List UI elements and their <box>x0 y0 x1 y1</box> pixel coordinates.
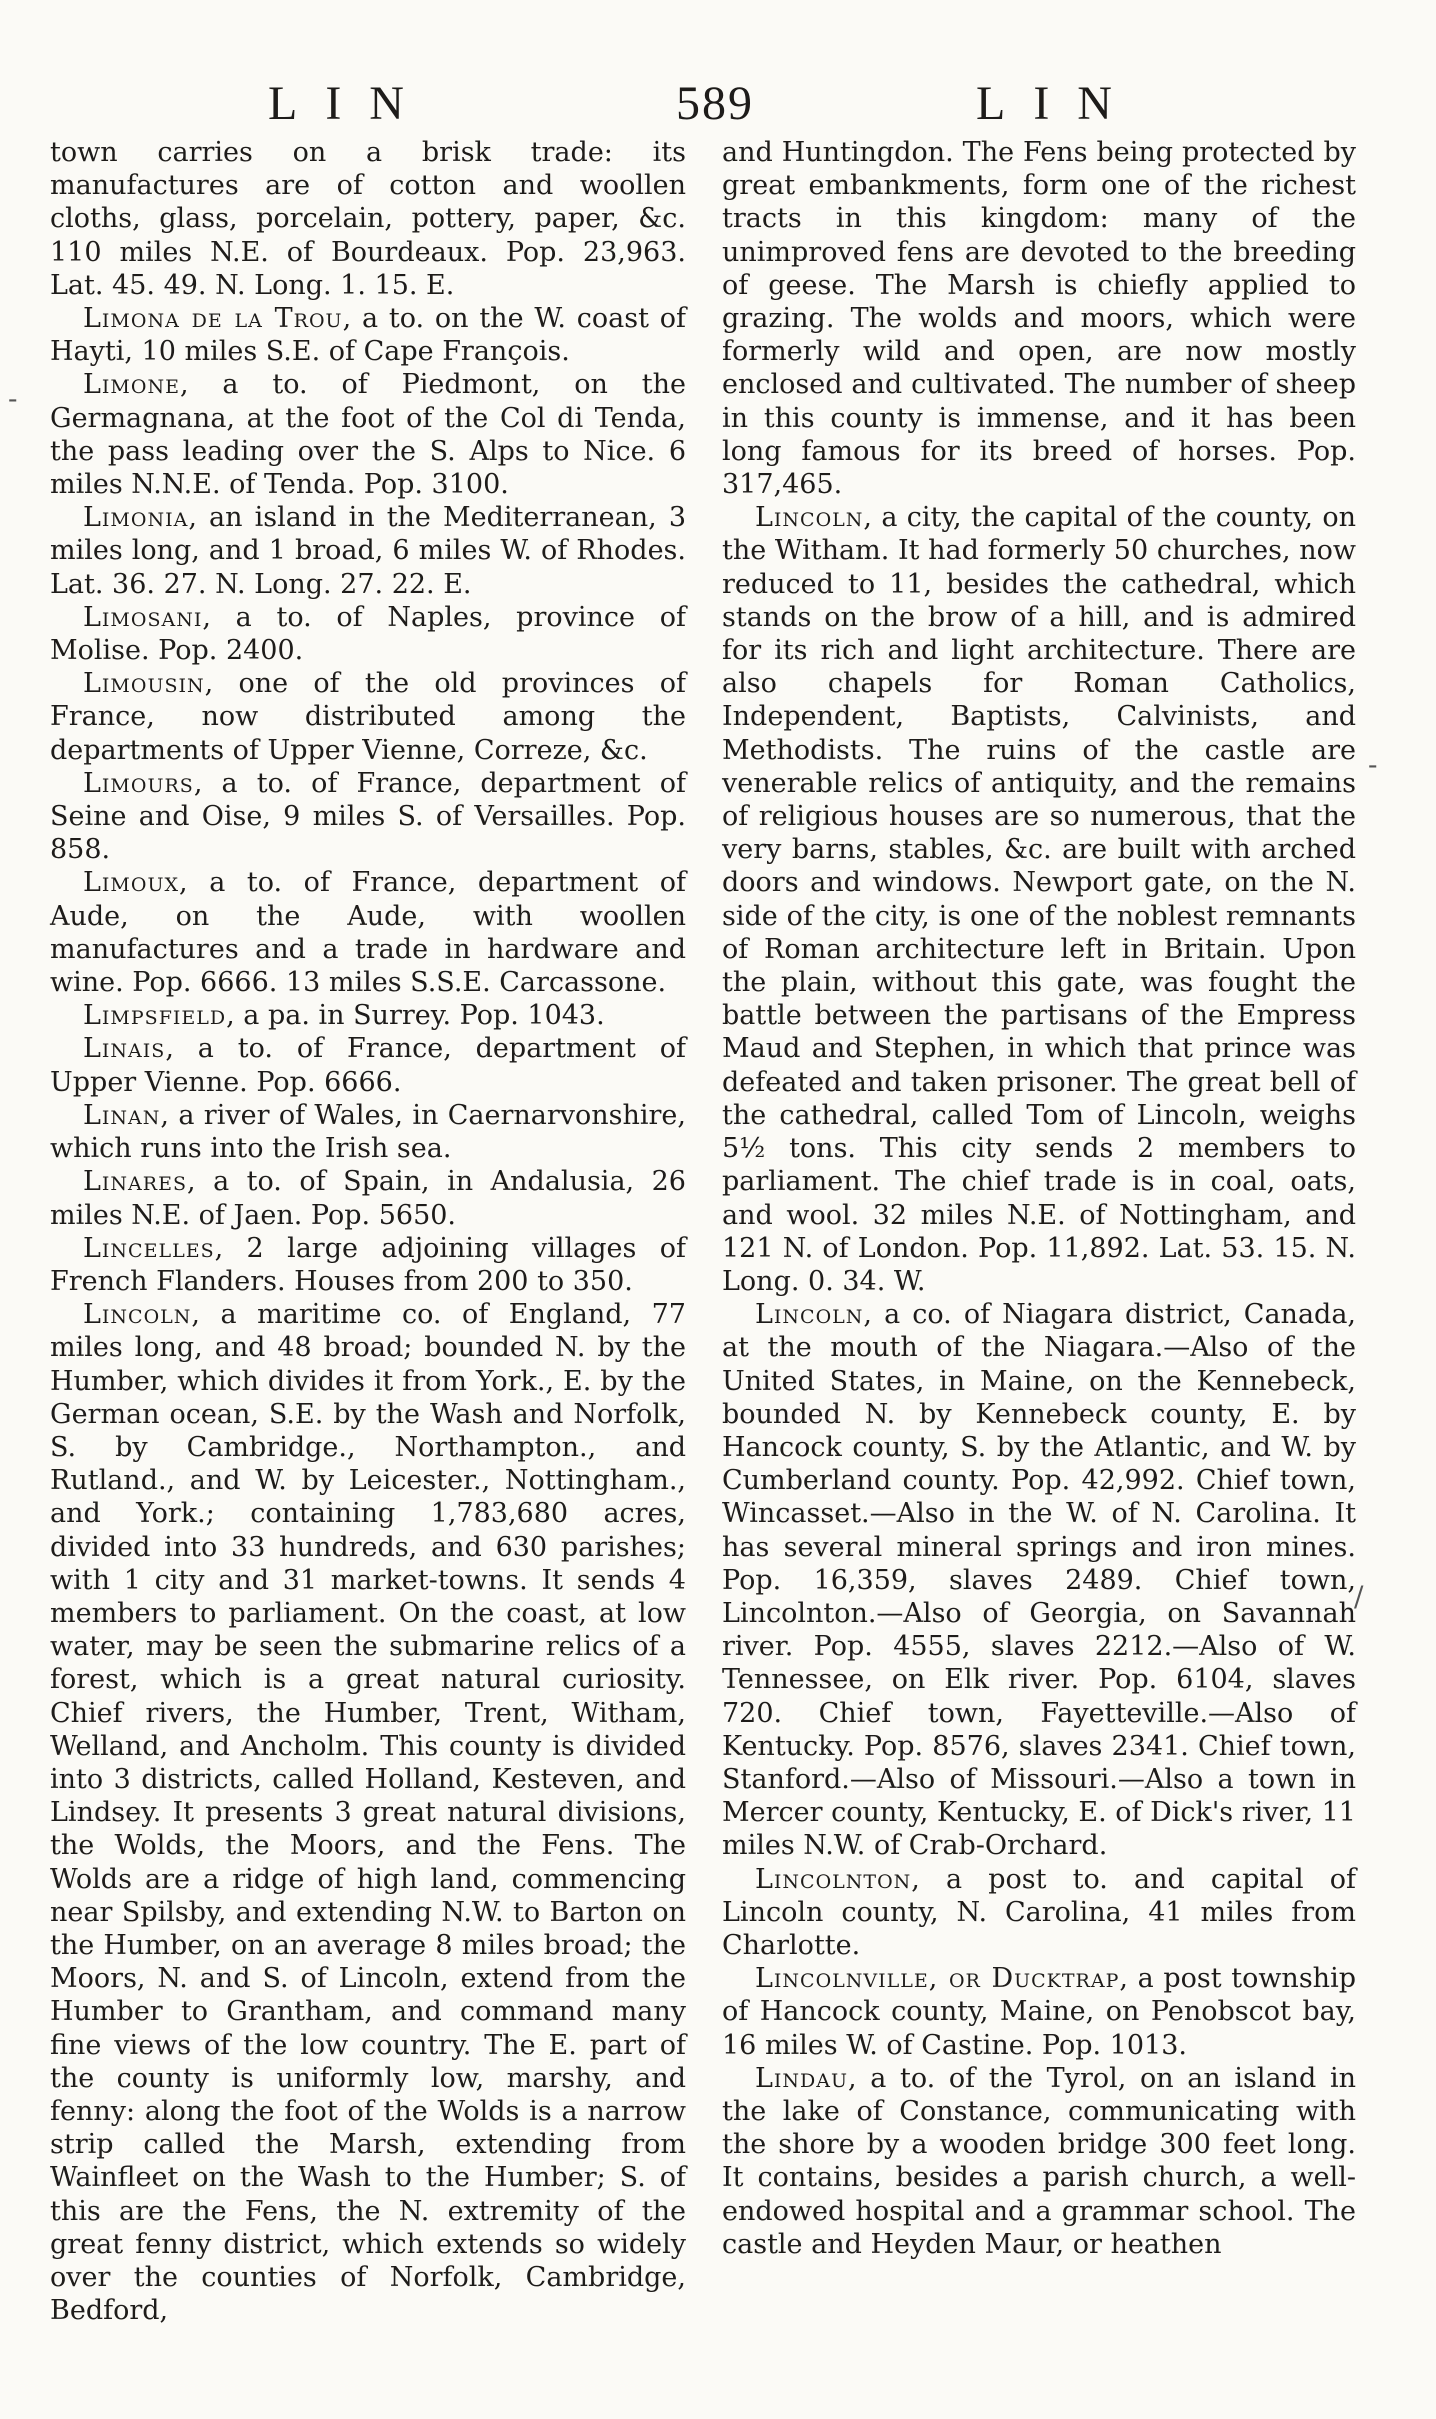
entry-text: , a to. on the W. coast of Hayti, 10 miles S.E. of Cape François. <box>50 303 686 368</box>
entry-linan <box>50 1099 686 1165</box>
entry-limone <box>50 368 686 501</box>
entry-text: , a to. of France, department of Aude, on the Aude, with woollen manufactures and a trade in hardware and wine. Pop. 6666. 13 miles S.S.E. Carcassone. <box>50 867 686 999</box>
entry-text: , a post to. and capital of Lincoln county, N. Carolina, 41 miles from Charlotte. <box>722 1863 1356 1961</box>
entry-name: Linais <box>83 1033 166 1065</box>
page-number: 589 <box>676 77 754 130</box>
entry-text: , a to. of Naples, province of Molise. Pop. 2400. <box>50 601 686 667</box>
right-column <box>722 136 1356 2261</box>
entry-name: Lincolnton <box>755 1863 912 1895</box>
entry-name: Lincolnville, or Ducktrap <box>755 1963 1120 1995</box>
entry-limours <box>50 767 686 867</box>
entry-name: Limonia <box>83 502 189 534</box>
entry-name: Limona de la Trou <box>83 303 343 335</box>
left-column <box>50 136 686 2327</box>
page-header <box>0 76 1436 132</box>
entry-continuation <box>50 136 686 302</box>
entry-limpsfield <box>50 999 686 1032</box>
entry-text: , a to. of France, department of Upper Vienne. Pop. 6666. <box>50 1033 686 1098</box>
entry-limosani <box>50 601 686 667</box>
entry-text: , a river of Wales, in Caernarvonshire, which runs into the Irish sea. <box>50 1099 686 1165</box>
entry-limoux <box>50 866 686 999</box>
entry-text: , 2 large adjoining villages of French Flanders. Houses from 200 to 350. <box>50 1232 686 1297</box>
entry-text: , a post township of Hancock county, Maine, on Penobscot bay, 16 miles W. of Castine. Pop. 1013. <box>722 1963 1356 2061</box>
entry-name: Limone <box>83 369 180 401</box>
entry-text: , a city, the capital of the county, on the Witham. It had formerly 50 churches, now reduced to 11, besides the cathedral, which stands on the brow of a hill, and is admired for its rich and light architecture. There are also chapels for Roman Catholics, Independent, Baptists, Calvinists, and Methodists. The ruins of the castle are venerable relics of antiquity, and the remains of religious houses are so numerous, that the very barns, stables, &c. are built with arched doors and windows. Newport gate, on the N. side of the city, is one of the noblest remnants of Roman architecture left in Britain. Upon the plain, without this gate, was fought the battle between the partisans of the Empress Maud and Stephen, in which that prince was defeated and taken prisoner. The great bell of the cathedral, called Tom of Lincoln, weighs 5½ tons. This city sends 2 members to parliament. The chief trade is in coal, oats, and wool. 32 miles N.E. of Nottingham, and 121 N. of London. Pop. 11,892. Lat. 53. 15. N. Long. 0. 34. W. <box>722 502 1356 1297</box>
entry-text: , an island in the Mediterranean, 3 miles long, and 1 broad, 6 miles W. of Rhodes. Lat. 36. 27. N. Long. 27. 22. E. <box>50 502 686 600</box>
entry-name: Limpsfield <box>83 1000 227 1032</box>
entry-lincoln-city <box>722 501 1356 1298</box>
entry-limonia <box>50 501 686 601</box>
entry-text: , a to. of Spain, in Andalusia, 26 miles N.E. of Jaen. Pop. 5650. <box>50 1166 686 1231</box>
header-right: LIN <box>976 77 1140 130</box>
entry-name: Lincoln <box>83 1299 192 1331</box>
entry-text: , a maritime co. of England, 77 miles long, and 48 broad; bounded N. by the Humber, which divides it from York., E. by the German ocean, S.E. by the Wash and Norfolk, S. by Cambridge., Northampton., and Rutland., and W. by Leicester., Nottingham., and York.; containing 1,783,680 acres, divided into 33 hundreds, and 630 parishes; with 1 city and 31 market-towns. It sends 4 members to parliament. On the coast, at low water, may be seen the submarine relics of a forest, which is a great natural curiosity. Chief rivers, the Humber, Trent, Witham, Welland, and Ancholm. This county is divided into 3 districts, called Holland, Kesteven, and Lindsey. It presents 3 great natural divisions, the Wolds, the Moors, and the Fens. The Wolds are a ridge of high land, commencing near Spilsby, and extending N.W. to Barton on the Humber, on an average 8 miles broad; the Moors, N. and S. of Lincoln, extend from the Humber to Grantham, and command many fine views of the low country. The E. part of the county is uniformly low, marshy, and fenny: along the foot of the Wolds is a narrow strip called the Marsh, extending from Wainfleet on the Wash to the Humber; S. of this are the Fens, the N. extremity of the great fenny district, which extends so widely over the counties of Norfolk, Cambridge, Bedford, <box>50 1299 686 2327</box>
header-left: LIN <box>268 77 432 130</box>
entry-text: , a co. of Niagara district, Canada, at the mouth of the Niagara.—Also of the United States, in Maine, on the Kennebeck, bounded N. by Kennebeck county, E. by Hancock county, S. by the Atlantic, and W. by Cumberland county. Pop. 42,992. Chief town, Wincasset.—Also in the W. of N. Carolina. It has several mineral springs and iron mines. Pop. 16,359, slaves 2489. Chief town, Lincolnton.—Also of Georgia, on Savannah river. Pop. 4555, slaves 2212.—Also of W. Tennessee, on Elk river. Pop. 6104, slaves 720. Chief town, Fayetteville.—Also of Kentucky. Pop. 8576, slaves 2341. Chief town, Stanford.—Also of Missouri.—Also a town in Mercer county, Kentucky, E. of Dick's river, 11 miles N.W. of Crab-Orchard. <box>722 1299 1356 1862</box>
entry-name: Limoux <box>83 867 180 899</box>
margin-mark: - <box>8 382 18 415</box>
entry-name: Limosani <box>83 601 203 633</box>
entry-name: Lindau <box>755 2062 849 2094</box>
entry-limousin <box>50 667 686 767</box>
entry-lincoln-county <box>50 1298 686 2327</box>
entry-lincoln-other <box>722 1298 1356 1862</box>
margin-mark: / <box>1354 1580 1364 1613</box>
entry-name: Limours <box>83 767 194 799</box>
entry-continuation <box>722 136 1356 501</box>
margin-mark: - <box>1368 748 1378 781</box>
entry-text: , a pa. in Surrey. Pop. 1043. <box>226 1000 605 1032</box>
entry-text: town carries on a brisk trade: its manufactures are of cotton and woollen cloths, glass, porcelain, pottery, paper, &c. 110 miles N.E. of Bourdeaux. Pop. 23,963. Lat. 45. 49. N. Long. 1. 15. E. <box>50 137 686 301</box>
entry-text: and Huntingdon. The Fens being protected by great embankments, form one of the richest tracts in this kingdom: many of the unimproved fens are devoted to the breeding of geese. The Marsh is chiefly applied to grazing. The wolds and moors, which were formerly wild and open, are now mostly enclosed and cultivated. The number of sheep in this county is immense, and it has been long famous for its breed of horses. Pop. 317,465. <box>722 137 1356 501</box>
entry-lincolnton <box>722 1863 1356 1963</box>
entry-text: , a to. of the Tyrol, on an island in the lake of Constance, communicating with the shore by a wooden bridge 300 feet long. It contains, besides a parish church, a well-endowed hospital and a grammar school. The castle and Heyden Maur, or heathen <box>722 2062 1356 2260</box>
entry-name: Lincelles <box>83 1232 215 1264</box>
entry-lincolnville <box>722 1962 1356 2062</box>
entry-text: , a to. of France, department of Seine and Oise, 9 miles S. of Versailles. Pop. 858. <box>50 767 686 866</box>
entry-name: Lincoln <box>755 1299 864 1331</box>
entry-text: , a to. of Piedmont, on the Germagnana, at the foot of the Col di Tenda, the pass leading over the S. Alps to Nice. 6 miles N.N.E. of Tenda. Pop. 3100. <box>50 369 686 501</box>
entry-text: , one of the old provinces of France, now distributed among the departments of Upper Vienne, Correze, &c. <box>50 668 686 766</box>
entry-linares <box>50 1165 686 1231</box>
entry-lindau <box>722 2062 1356 2261</box>
entry-name: Linan <box>83 1099 161 1131</box>
entry-limona-de-la-trou <box>50 302 686 368</box>
entry-linais <box>50 1032 686 1098</box>
entry-name: Linares <box>83 1166 187 1198</box>
entry-name: Lincoln <box>755 502 864 534</box>
entry-lincelles <box>50 1232 686 1298</box>
entry-name: Limousin <box>83 668 205 700</box>
